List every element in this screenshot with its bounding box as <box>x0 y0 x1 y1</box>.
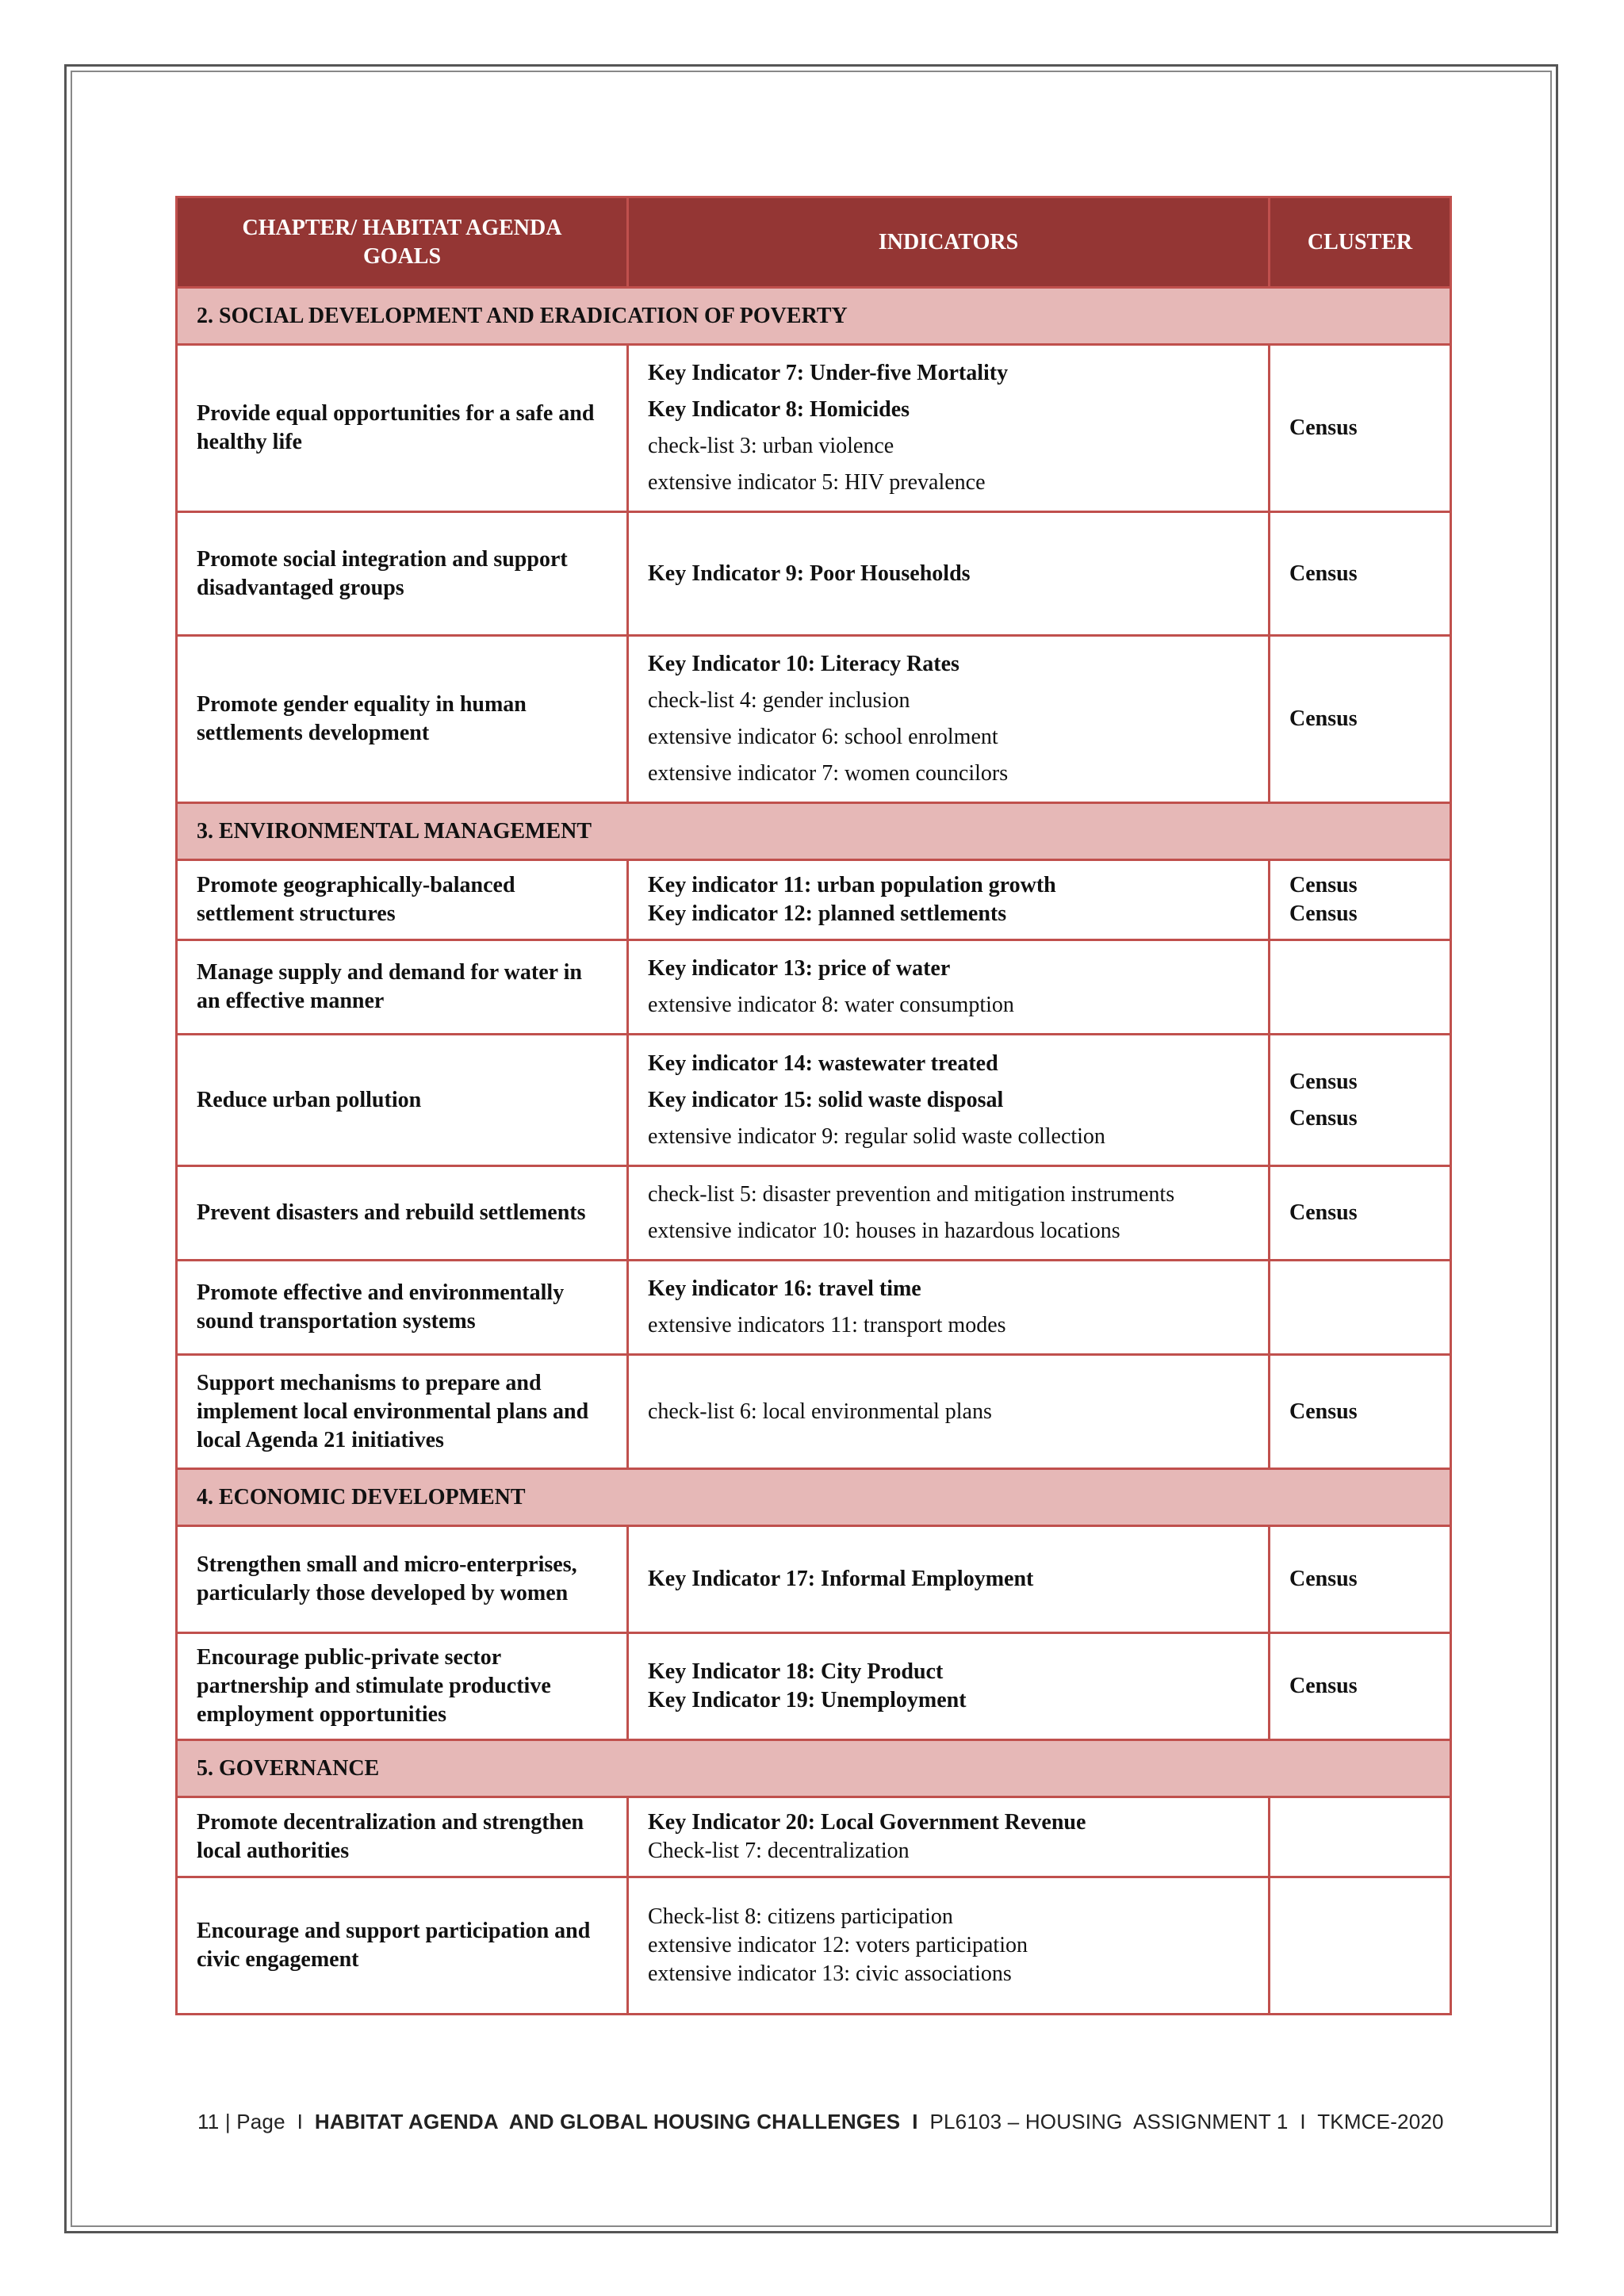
table-row <box>177 1261 1451 1355</box>
habitat-indicators-table <box>175 196 1452 2015</box>
cluster-cell <box>1270 1166 1451 1261</box>
header-goals: CHAPTER/ HABITAT AGENDA GOALS <box>177 197 628 288</box>
section-row <box>177 1740 1451 1797</box>
indicator-item: check-list 3: urban violence <box>648 434 894 458</box>
indicator-item: Key Indicator 9: Poor Households <box>648 561 971 586</box>
section-title: 4. ECONOMIC DEVELOPMENT <box>177 1469 1451 1526</box>
indicator-item: extensive indicator 13: civic associations <box>648 1961 1012 1986</box>
indicator-item: Key indicator 16: travel time <box>648 1276 921 1301</box>
section-title: 3. ENVIRONMENTAL MANAGEMENT <box>177 803 1451 860</box>
table-row <box>177 860 1451 940</box>
goal-cell: Strengthen small and micro-enterprises, particularly those developed by women <box>177 1526 628 1633</box>
cluster-value: Census <box>1289 1105 1358 1131</box>
page-footer <box>197 2110 1444 2134</box>
goal-cell: Promote gender equality in human settlements development <box>177 636 628 803</box>
section-row <box>177 1469 1451 1526</box>
header-row <box>177 197 1451 288</box>
table-row <box>177 345 1451 512</box>
indicator-item: Key Indicator 20: Local Government Revenue <box>648 1810 1086 1835</box>
goal-cell: Encourage and support participation and civic engagement <box>177 1877 628 2015</box>
section-title: 5. GOVERNANCE <box>177 1740 1451 1797</box>
footer-page-number: 11 <box>197 2110 220 2133</box>
table-header <box>177 197 1451 288</box>
indicator-item: Key Indicator 19: Unemployment <box>648 1688 967 1712</box>
table-row <box>177 512 1451 636</box>
goal-cell: Encourage public-private sector partnership and stimulate productive employment opportunities <box>177 1633 628 1740</box>
goal-cell: Provide equal opportunities for a safe and healthy life <box>177 345 628 512</box>
table-row <box>177 1877 1451 2015</box>
indicator-item: check-list 4: gender inclusion <box>648 688 910 713</box>
indicator-item: Check-list 8: citizens participation <box>648 1904 953 1929</box>
goal-cell: Reduce urban pollution <box>177 1035 628 1166</box>
indicators-cell <box>628 1355 1270 1469</box>
section-row <box>177 803 1451 860</box>
cluster-cell <box>1270 860 1451 940</box>
cluster-cell <box>1270 1355 1451 1469</box>
cluster-value: Census <box>1289 1567 1358 1591</box>
indicator-item: extensive indicators 11: transport modes <box>648 1313 1006 1337</box>
indicator-item: extensive indicator 7: women councilors <box>648 761 1009 786</box>
goal-cell: Prevent disasters and rebuild settlements <box>177 1166 628 1261</box>
cluster-value: Census <box>1289 1069 1358 1094</box>
indicator-item: Key Indicator 8: Homicides <box>648 397 910 422</box>
cluster-cell <box>1270 1633 1451 1740</box>
cluster-value: Census <box>1289 1399 1358 1424</box>
indicator-item: Key indicator 14: wastewater treated <box>648 1050 998 1076</box>
goal-cell: Support mechanisms to prepare and implement local environmental plans and local Agenda 21 initiatives <box>177 1355 628 1469</box>
indicator-item: Key Indicator 17: Informal Employment <box>648 1567 1034 1591</box>
section-row <box>177 288 1451 345</box>
indicator-item: extensive indicator 10: houses in hazardous locations <box>648 1219 1120 1243</box>
indicators-cell <box>628 345 1270 512</box>
footer-title: HABITAT AGENDA AND GLOBAL HOUSING CHALLENGES <box>314 2110 901 2133</box>
indicators-cell <box>628 1633 1270 1740</box>
indicator-item: Key indicator 12: planned settlements <box>648 901 1007 926</box>
table-row <box>177 1526 1451 1633</box>
cluster-cell <box>1270 940 1451 1035</box>
goal-cell: Promote geographically-balanced settlement structures <box>177 860 628 940</box>
indicators-cell <box>628 1877 1270 2015</box>
indicators-cell <box>628 860 1270 940</box>
indicators-cell <box>628 940 1270 1035</box>
indicator-item: Key Indicator 7: Under-five Mortality <box>648 361 1009 385</box>
indicators-cell <box>628 1526 1270 1633</box>
footer-separator: I <box>297 2110 304 2133</box>
cluster-value: Census <box>1289 901 1358 926</box>
indicator-item: extensive indicator 9: regular solid waste collection <box>648 1123 1105 1149</box>
indicators-cell <box>628 1797 1270 1877</box>
table-body <box>177 288 1451 2015</box>
cluster-cell <box>1270 1261 1451 1355</box>
indicator-item: Key Indicator 10: Literacy Rates <box>648 652 959 676</box>
indicator-item: check-list 6: local environmental plans <box>648 1399 992 1424</box>
table-row <box>177 1355 1451 1469</box>
indicator-item: Key indicator 15: solid waste disposal <box>648 1087 1004 1112</box>
cluster-cell <box>1270 1877 1451 2015</box>
header-indicators: INDICATORS <box>628 197 1270 288</box>
indicators-cell <box>628 1261 1270 1355</box>
cluster-cell <box>1270 512 1451 636</box>
goal-cell: Manage supply and demand for water in an effective manner <box>177 940 628 1035</box>
indicator-item: extensive indicator 8: water consumption <box>648 993 1014 1017</box>
cluster-value: Census <box>1289 873 1358 897</box>
section-title: 2. SOCIAL DEVELOPMENT AND ERADICATION OF POVERTY <box>177 288 1451 345</box>
cluster-value: Census <box>1289 1674 1358 1698</box>
table-row <box>177 1797 1451 1877</box>
indicator-item: Check-list 7: decentralization <box>648 1839 910 1863</box>
footer-separator: I <box>1300 2110 1306 2133</box>
table-row <box>177 636 1451 803</box>
cluster-value: Census <box>1289 415 1358 440</box>
footer-separator: I <box>912 2110 918 2133</box>
indicators-cell <box>628 1166 1270 1261</box>
indicators-cell <box>628 636 1270 803</box>
indicator-item: check-list 5: disaster prevention and mitigation instruments <box>648 1182 1175 1207</box>
goal-cell: Promote social integration and support disadvantaged groups <box>177 512 628 636</box>
cluster-value: Census <box>1289 561 1358 586</box>
indicator-item: extensive indicator 6: school enrolment <box>648 725 998 749</box>
cluster-cell <box>1270 345 1451 512</box>
goal-cell: Promote decentralization and strengthen local authorities <box>177 1797 628 1877</box>
cluster-cell <box>1270 1526 1451 1633</box>
cluster-cell <box>1270 1035 1451 1166</box>
table-row <box>177 1633 1451 1740</box>
indicator-item: Key indicator 13: price of water <box>648 956 951 981</box>
table-row <box>177 940 1451 1035</box>
indicators-cell <box>628 1035 1270 1166</box>
header-cluster: CLUSTER <box>1270 197 1451 288</box>
indicator-item: Key indicator 11: urban population growth <box>648 873 1056 897</box>
footer-course: PL6103 – HOUSING ASSIGNMENT 1 <box>929 2110 1289 2133</box>
footer-page-label: | Page <box>224 2110 285 2133</box>
table-row <box>177 1035 1451 1166</box>
indicator-item: extensive indicator 12: voters participation <box>648 1933 1028 1957</box>
cluster-value: Census <box>1289 1200 1358 1225</box>
indicators-cell <box>628 512 1270 636</box>
cluster-cell <box>1270 1797 1451 1877</box>
cluster-value: Census <box>1289 706 1358 731</box>
footer-institution: TKMCE-2020 <box>1317 2110 1444 2133</box>
indicator-item: Key Indicator 18: City Product <box>648 1659 944 1684</box>
goal-cell: Promote effective and environmentally sound transportation systems <box>177 1261 628 1355</box>
indicator-item: extensive indicator 5: HIV prevalence <box>648 470 986 495</box>
table-row <box>177 1166 1451 1261</box>
cluster-cell <box>1270 636 1451 803</box>
